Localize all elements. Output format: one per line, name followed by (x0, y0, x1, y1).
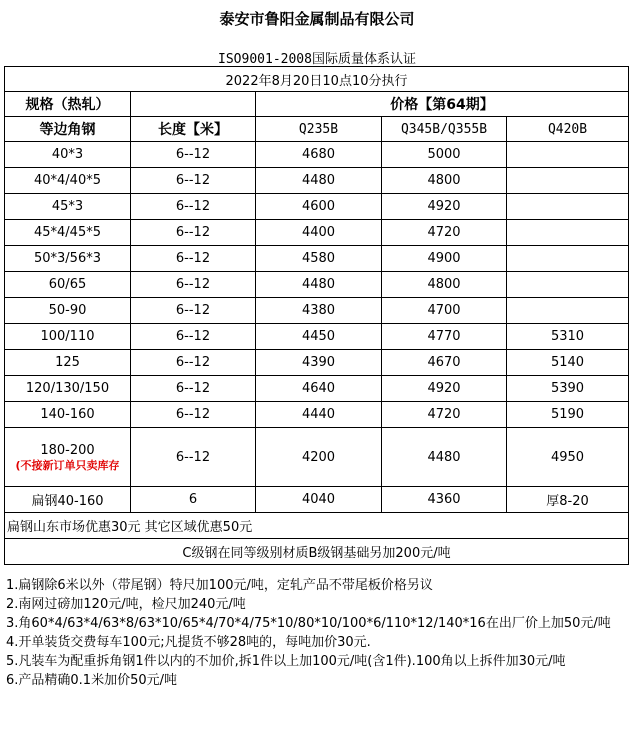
cell-q345: 4720 (382, 220, 507, 246)
cell-spec: 45*3 (5, 194, 131, 220)
cell-length: 6--12 (131, 142, 256, 168)
cell-q345: 4700 (382, 298, 507, 324)
cell-length: 6--12 (131, 220, 256, 246)
cell-q235: 4480 (256, 168, 382, 194)
cell-q345: 4900 (382, 246, 507, 272)
cell-spec: 45*4/45*5 (5, 220, 131, 246)
cell-q345: 4920 (382, 194, 507, 220)
cell-spec: 50*3/56*3 (5, 246, 131, 272)
table-row (5, 324, 629, 350)
cell-spec: 40*3 (5, 142, 131, 168)
table-row (5, 376, 629, 402)
flat-row-spec: 扁钢40-160 (5, 487, 131, 513)
cell-q235: 4390 (256, 350, 382, 376)
execution-date: 2022年8月20日10点10分执行 (5, 67, 629, 92)
cell-q235: 4480 (256, 272, 382, 298)
note-item: 4.开单装货交费每车100元;凡提货不够28吨的，每吨加价30元. (6, 635, 371, 650)
header-price: 价格【第64期】 (256, 92, 629, 117)
cell-q235: 4600 (256, 194, 382, 220)
cell-length: 6--12 (131, 402, 256, 428)
cell-length: 6--12 (131, 246, 256, 272)
cell-q345: 4770 (382, 324, 507, 350)
note-item: 6.产品精确0.1米加价50元/吨 (6, 673, 177, 688)
note-item: 5.凡装车为配重拆角钢1件以内的不加价,拆1件以上加100元/吨(含1件).100角以上拆件加30元/吨 (6, 654, 566, 669)
special-row-q345: 4480 (382, 428, 507, 487)
cell-length: 6--12 (131, 298, 256, 324)
cell-q345: 4720 (382, 402, 507, 428)
cell-spec: 40*4/40*5 (5, 168, 131, 194)
cell-q235: 4440 (256, 402, 382, 428)
table-row (5, 402, 629, 428)
cell-length: 6--12 (131, 350, 256, 376)
cell-q235: 4450 (256, 324, 382, 350)
cell-q235: 4380 (256, 298, 382, 324)
special-spec-label: 180-200 (40, 442, 95, 458)
cell-q420 (507, 246, 629, 272)
header-q345: Q345B/Q355B (382, 117, 507, 142)
table-row (5, 350, 629, 376)
table-row (5, 220, 629, 246)
cell-q235: 4640 (256, 376, 382, 402)
header-spec: 规格（热轧） (5, 92, 131, 117)
table-row (5, 298, 629, 324)
cell-q420 (507, 168, 629, 194)
cell-spec: 100/110 (5, 324, 131, 350)
cell-q420: 5390 (507, 376, 629, 402)
header-q235: Q235B (256, 117, 382, 142)
cell-length: 6--12 (131, 272, 256, 298)
cell-spec: 50-90 (5, 298, 131, 324)
cell-length: 6--12 (131, 168, 256, 194)
iso-certification: ISO9001-2008国际质量体系认证 (218, 52, 416, 67)
special-stock-note: (不接新订单只卖库存 (15, 458, 120, 472)
note-item: 2.南网过磅加120元/吨，检尺加240元/吨 (6, 597, 246, 612)
cell-q345: 4800 (382, 168, 507, 194)
promo-c-grade: C级钢在同等级别材质B级钢基础另加200元/吨 (5, 539, 629, 565)
cell-q420 (507, 194, 629, 220)
table-row (5, 168, 629, 194)
notes-list (6, 576, 630, 690)
cell-spec: 60/65 (5, 272, 131, 298)
flat-row-q235: 4040 (256, 487, 382, 513)
cell-q235: 4400 (256, 220, 382, 246)
cell-q345: 4800 (382, 272, 507, 298)
cell-length: 6--12 (131, 376, 256, 402)
cell-q420 (507, 220, 629, 246)
flat-row-q420: 厚8-20 (507, 487, 629, 513)
table-row (5, 194, 629, 220)
header-category: 等边角钢 (5, 117, 131, 142)
cell-length: 6--12 (131, 194, 256, 220)
cell-q420 (507, 298, 629, 324)
cell-q420: 5190 (507, 402, 629, 428)
special-row-spec (5, 428, 131, 487)
cell-q345: 5000 (382, 142, 507, 168)
flat-row-length: 6 (131, 487, 256, 513)
promo-flat-steel: 扁钢山东市场优惠30元 其它区域优惠50元 (5, 513, 629, 539)
cell-q420 (507, 272, 629, 298)
cell-length: 6--12 (131, 324, 256, 350)
note-item: 1.扁钢除6米以外（带尾钢）特尺加100元/吨，定轧产品不带尾板价格另议 (6, 578, 433, 593)
special-row-q420: 4950 (507, 428, 629, 487)
cell-q420: 5140 (507, 350, 629, 376)
note-item: 3.角60*4/63*4/63*8/63*10/65*4/70*4/75*10/80*10/100*6/110*12/140*16在出厂价上加50元/吨 (6, 616, 611, 631)
cell-spec: 140-160 (5, 402, 131, 428)
special-row-q235: 4200 (256, 428, 382, 487)
cell-q420 (507, 142, 629, 168)
special-row-length: 6--12 (131, 428, 256, 487)
cell-spec: 120/130/150 (5, 376, 131, 402)
cell-q235: 4680 (256, 142, 382, 168)
cell-spec: 125 (5, 350, 131, 376)
table-row (5, 246, 629, 272)
table-row (5, 272, 629, 298)
flat-row-q345: 4360 (382, 487, 507, 513)
price-table (4, 66, 629, 565)
cell-q235: 4580 (256, 246, 382, 272)
cell-q345: 4670 (382, 350, 507, 376)
cell-q345: 4920 (382, 376, 507, 402)
table-row (5, 142, 629, 168)
company-name: 泰安市鲁阳金属制品有限公司 (219, 10, 415, 28)
cell-q420: 5310 (507, 324, 629, 350)
header-q420: Q420B (507, 117, 629, 142)
header-length: 长度【米】 (131, 117, 256, 142)
